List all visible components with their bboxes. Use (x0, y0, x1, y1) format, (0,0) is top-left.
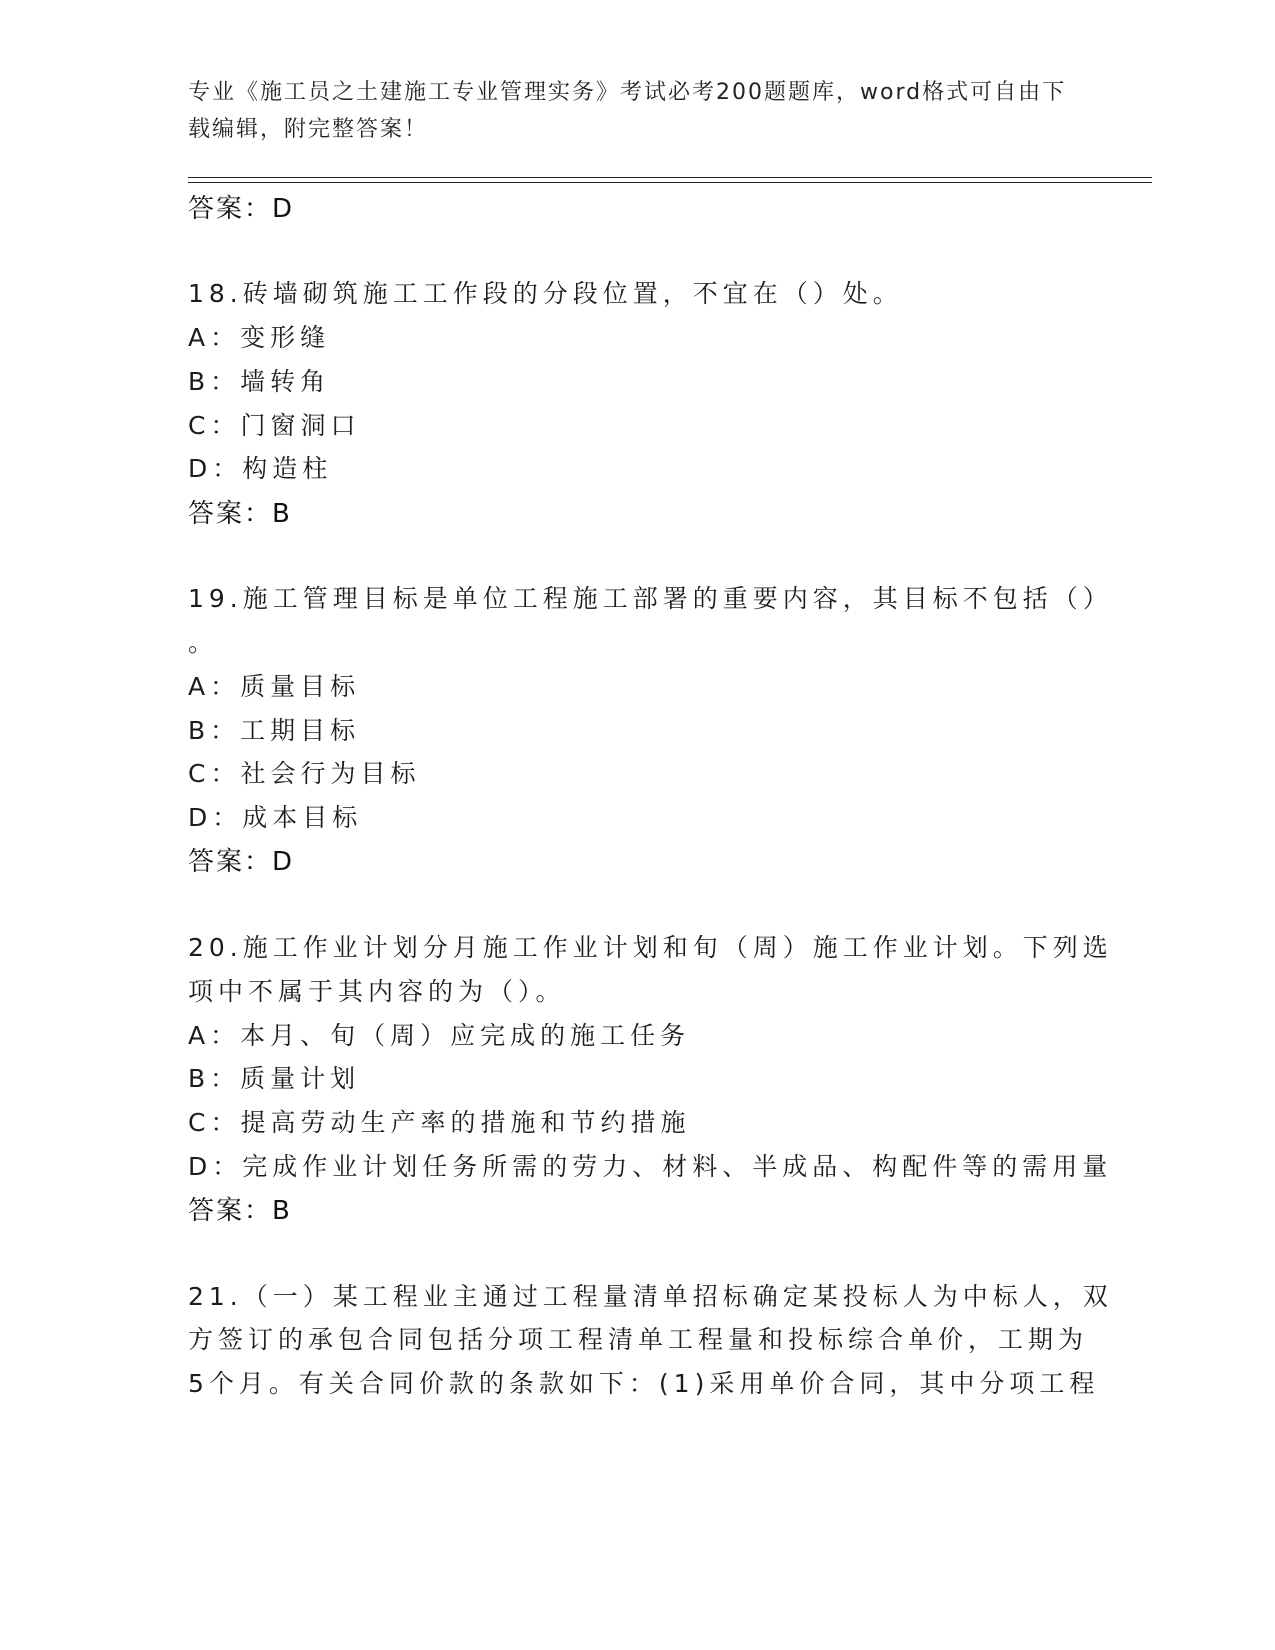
question-19-option-a: A：质量目标 (188, 672, 361, 701)
question-19-option-b: B：工期目标 (188, 716, 361, 745)
previous-answer: 答案：D (188, 194, 295, 224)
header-divider-bottom (188, 182, 1152, 183)
question-20-stem: 20.施工作业计划分月施工作业计划和旬（周）施工作业计划。下列选 (188, 933, 1113, 962)
question-20-option-a: A：本月、旬（周）应完成的施工任务 (188, 1021, 691, 1050)
question-20-option-c: C：提高劳动生产率的措施和节约措施 (188, 1108, 691, 1137)
question-20-option-d: D：完成作业计划任务所需的劳力、材料、半成品、构配件等的需用量 (188, 1152, 1113, 1181)
question-20-answer: 答案：B (188, 1196, 292, 1226)
question-21-line-1: 21.（一）某工程业主通过工程量清单招标确定某投标人为中标人，双 (188, 1282, 1113, 1311)
question-18-option-c: C：门窗洞口 (188, 411, 361, 440)
question-18-option-b: B：墙转角 (188, 367, 331, 396)
question-18-option-d: D：构造柱 (188, 454, 333, 483)
question-19-stem-continuation: 。 (188, 628, 219, 657)
question-19-option-c: C：社会行为目标 (188, 759, 421, 788)
question-18-stem: 18.砖墙砌筑施工工作段的分段位置，不宜在（）处。 (188, 279, 903, 308)
header-divider-top (188, 177, 1152, 178)
question-18-option-a: A：变形缝 (188, 323, 331, 352)
question-19-stem: 19.施工管理目标是单位工程施工部署的重要内容，其目标不包括（） (188, 584, 1113, 613)
page-header: 专业《施工员之土建施工专业管理实务》考试必考200题题库，word格式可自由下载编辑，附完整答案！ (188, 80, 1067, 142)
question-19-option-d: D：成本目标 (188, 803, 363, 832)
question-20-stem-continuation: 项中不属于其内容的为（）。 (188, 977, 566, 1006)
question-19-answer: 答案：D (188, 847, 295, 877)
question-21-line-2: 方签订的承包合同包括分项工程清单工程量和投标综合单价，工期为 (188, 1325, 1089, 1354)
question-18-answer: 答案：B (188, 499, 292, 529)
question-20-option-b: B：质量计划 (188, 1064, 361, 1093)
question-21-line-3: 5个月。有关合同价款的条款如下：(1)采用单价合同，其中分项工程 (188, 1369, 1100, 1398)
